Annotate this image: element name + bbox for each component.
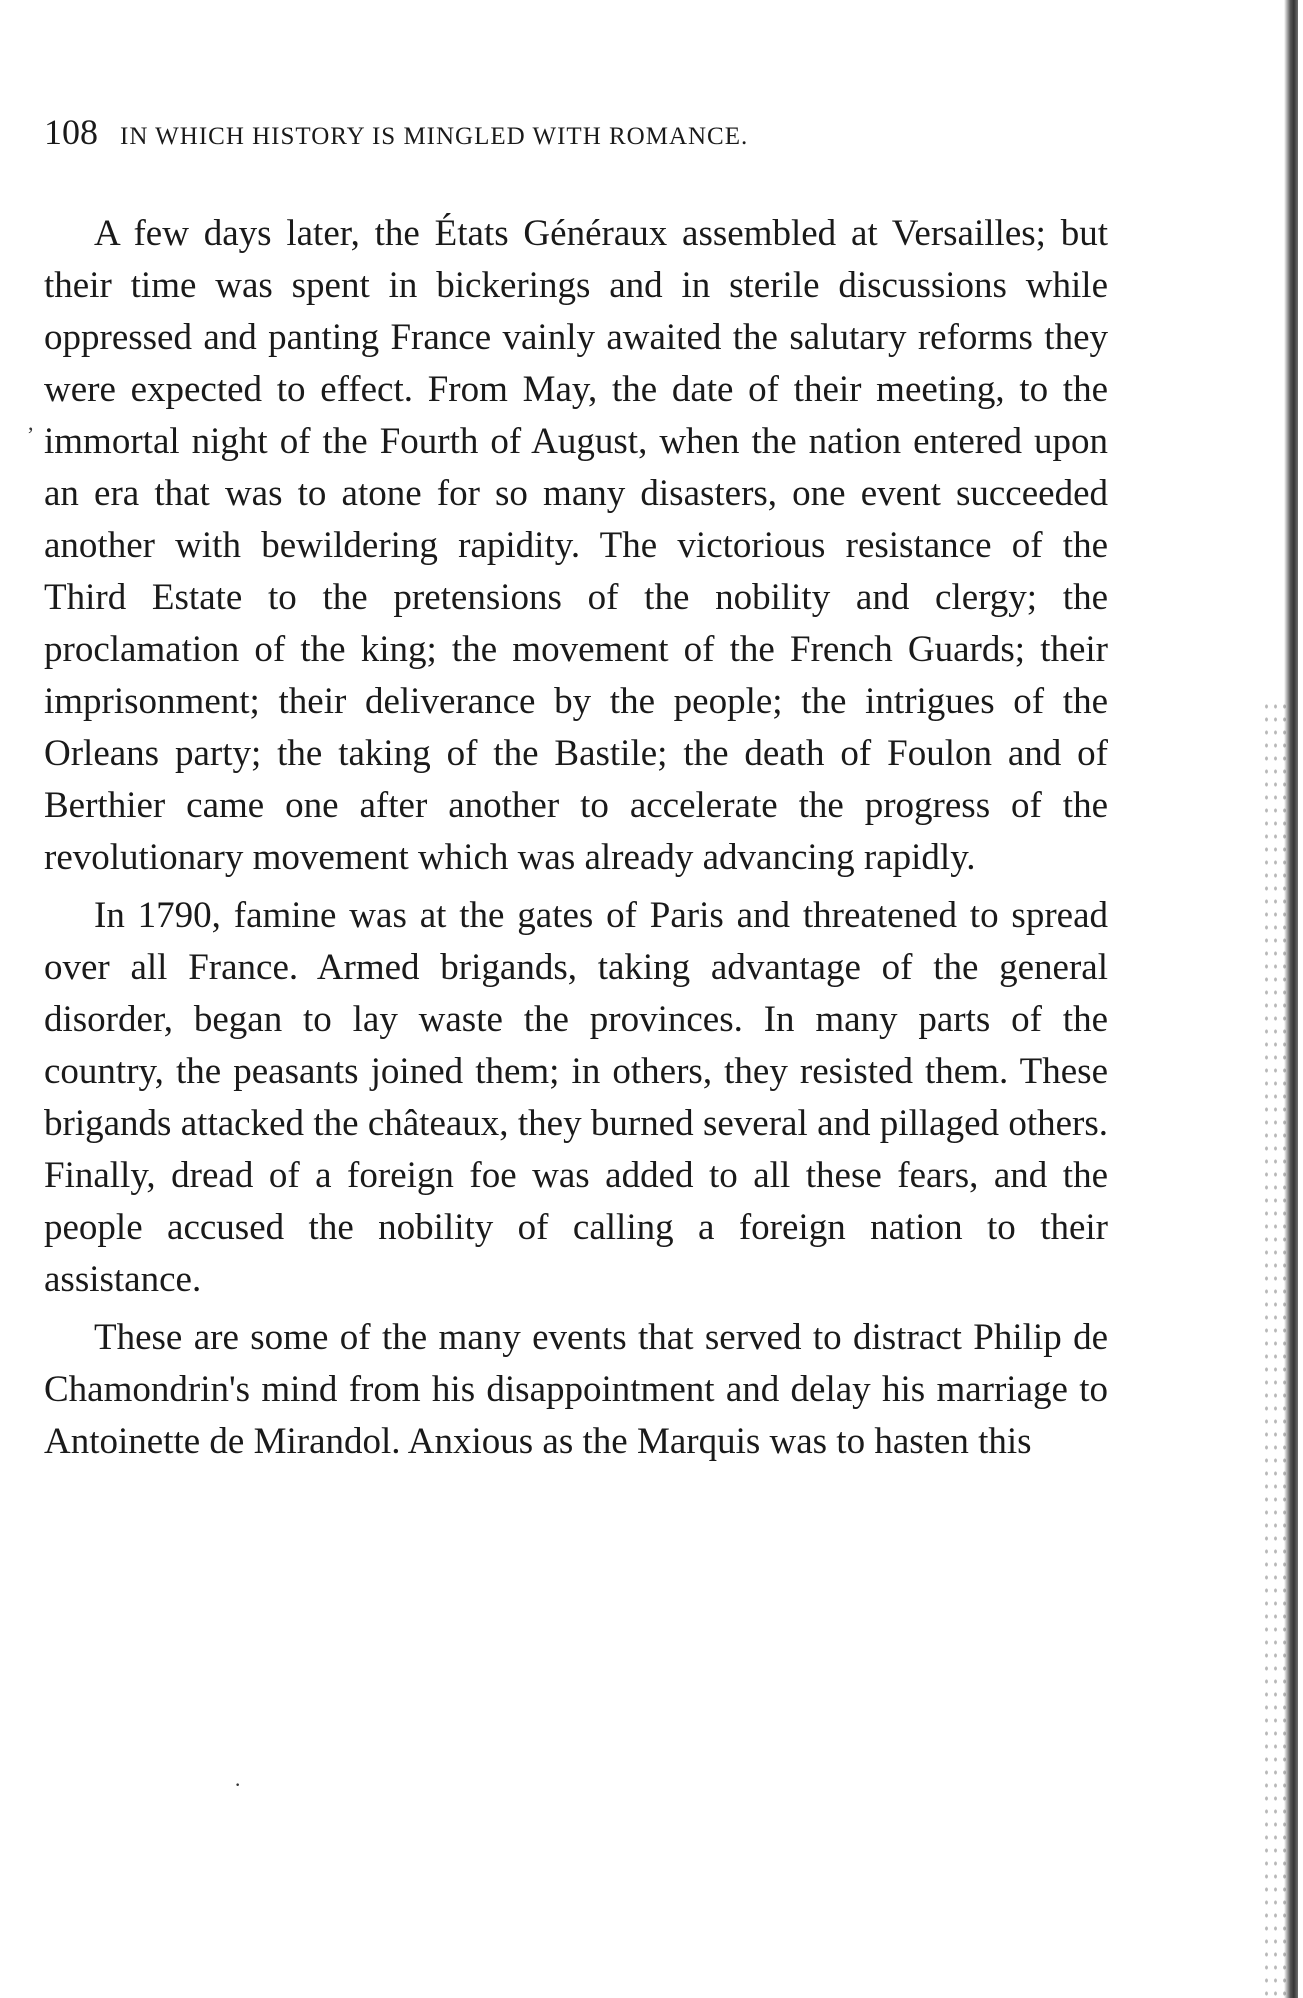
paragraph-1: A few days later, the États Généraux assembled at Versailles; but their time was spent in bickerings and in sterile discussions while oppressed and panting France vainly awaited the salutary reforms they were expected to effect. From May, the date of their meeting, to the immortal night of the Fourth of August, when the nation entered upon an era that was to atone for so many disasters, one event succeeded another with bewildering rapidity. The victorious resistance of the Third Estate to the pretensions of the nobility and clergy; the proclamation of the king; the movement of the French Guards; their imprisonment; their deliverance by the people; the intrigues of the Orleans party; the taking of the Bastile; the death of Foulon and of Berthier came one after another to accelerate the progress of the revolutionary movement which was already advancing rapidly. <box>44 213 1108 878</box>
page-number: 108 <box>44 112 98 152</box>
running-title: IN WHICH HISTORY IS MINGLED WITH ROMANCE. <box>120 123 749 150</box>
margin-tick-mark: , <box>28 410 34 435</box>
stray-dot-mark: · <box>234 1772 242 1797</box>
edge-speckle <box>1262 700 1290 1998</box>
scanned-page-edge <box>1262 0 1303 1998</box>
body-text <box>44 208 1108 1468</box>
paragraph-3: These are some of the many events that served to distract Philip de Chamondrin's mind from his disappointment and delay his marriage to Antoinette de Mirandol. Anxious as the Marquis was to hasten this <box>44 1317 1108 1462</box>
paragraph-2: In 1790, famine was at the gates of Paris and threatened to spread over all France. Armed brigands, taking advantage of the general disorder, began to lay waste the provinces. In many parts of the country, the peasants joined them; in others, they resisted them. These brigands attacked the châteaux, they burned several and pillaged others. Finally, dread of a foreign foe was added to all these fears, and the people accused the nobility of calling a foreign nation to their assistance. <box>44 895 1108 1300</box>
running-head <box>44 112 1124 160</box>
